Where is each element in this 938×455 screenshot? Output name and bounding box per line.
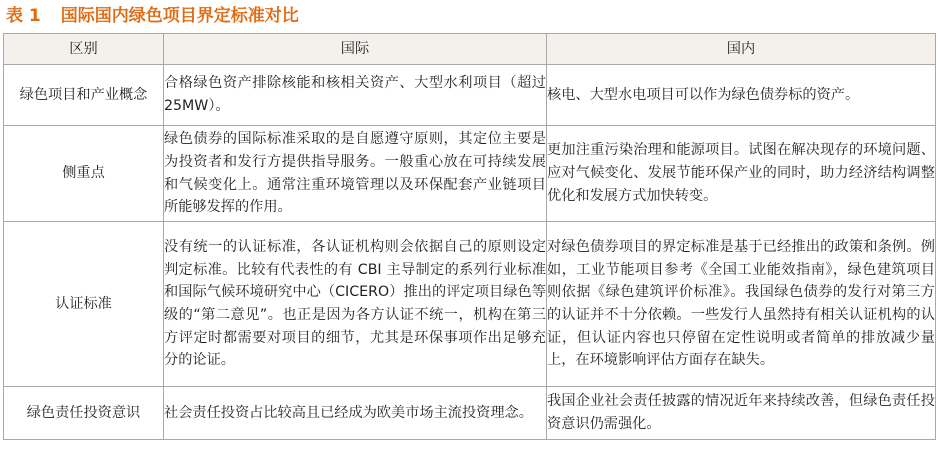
table-row bbox=[4, 65, 936, 126]
row-category: 侧重点 bbox=[4, 126, 164, 222]
international-cell: 绿色债券的国际标准采取的是自愿遵守原则，其定位主要是为投资者和发行方提供指导服务。一般重心放在可持续发展和气候变化上。通常注重环境管理以及环保配套产业链项目所能够发挥的作用。 bbox=[164, 126, 547, 222]
column-header-domestic: 国内 bbox=[547, 34, 936, 65]
table-header-row bbox=[4, 34, 936, 65]
table-row bbox=[4, 222, 936, 387]
comparison-table bbox=[3, 33, 936, 440]
table-number: 表 1 bbox=[6, 6, 41, 26]
column-header-international: 国际 bbox=[164, 34, 547, 65]
domestic-cell: 更加注重污染治理和能源项目。试图在解决现存的环境问题、应对气候变化、发展节能环保产业的同时，助力经济结构调整优化和发展方式加快转变。 bbox=[547, 126, 936, 222]
row-category: 绿色项目和产业概念 bbox=[4, 65, 164, 126]
table-row bbox=[4, 126, 936, 222]
domestic-cell: 对绿色债券项目的界定标准是基于已经推出的政策和条例。例如，工业节能项目参考《全国工业能效指南》，绿色建筑项目则依据《绿色建筑评价标准》。我国绿色债券的发行对第三方的认证并不十分依赖。一些发行人虽然持有相关认证机构的认证，但认证内容也只停留在定性说明或者简单的排放减少量上，在环境影响评估方面存在缺失。 bbox=[547, 222, 936, 387]
row-category: 绿色责任投资意识 bbox=[4, 387, 164, 440]
table-title: 国际国内绿色项目界定标准对比 bbox=[60, 6, 299, 26]
table-caption bbox=[6, 3, 299, 29]
international-cell: 社会责任投资占比较高且已经成为欧美市场主流投资理念。 bbox=[164, 387, 547, 440]
international-cell: 没有统一的认证标准，各认证机构则会依据自己的原则设定判定标准。比较有代表性的有 CBI 主导制定的系列行业标准和国际气候环境研究中心（CICERO）推出的评定项目绿色等级的“第二意见”。也正是因为各方认证不统一，机构在第三方评定时都需要对项目的细节，尤其是环保事项作出足够充分的论证。 bbox=[164, 222, 547, 387]
domestic-cell: 核电、大型水电项目可以作为绿色债券标的资产。 bbox=[547, 65, 936, 126]
column-header-category: 区别 bbox=[4, 34, 164, 65]
international-cell: 合格绿色资产排除核能和核相关资产、大型水利项目（超过 25MW）。 bbox=[164, 65, 547, 126]
row-category: 认证标准 bbox=[4, 222, 164, 387]
table-row bbox=[4, 387, 936, 440]
domestic-cell: 我国企业社会责任披露的情况近年来持续改善，但绿色责任投资意识仍需强化。 bbox=[547, 387, 936, 440]
